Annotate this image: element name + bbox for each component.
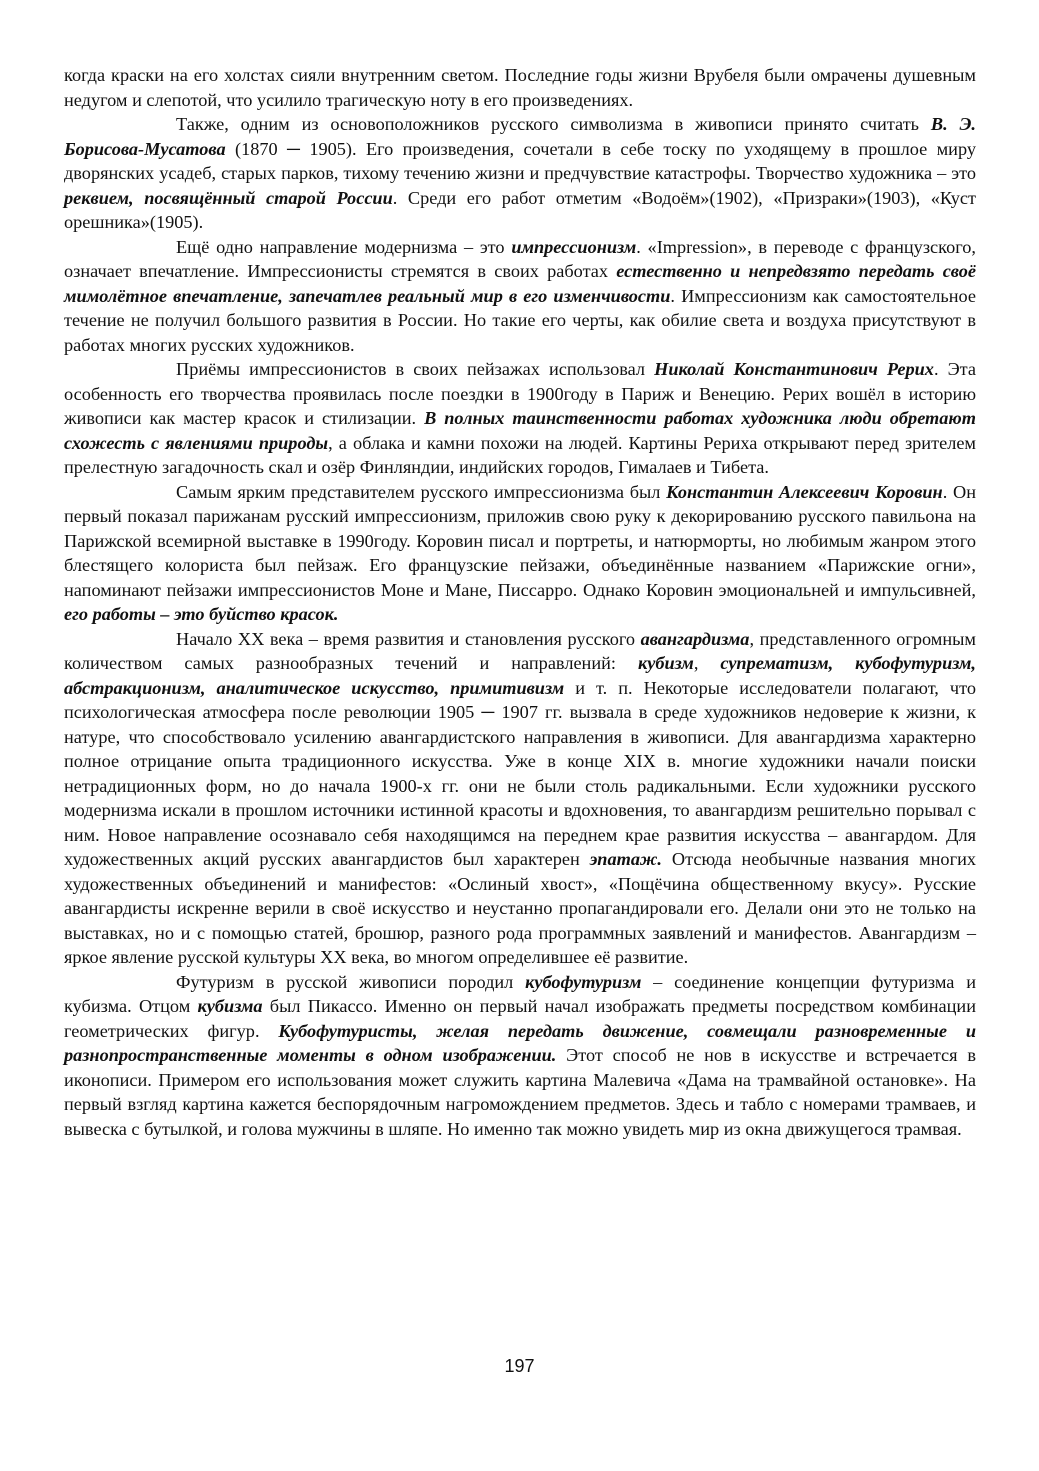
emphasized-text: реквием, посвящённый старой России [64, 187, 393, 208]
text-run: , представленного огромным количеством самых разнообразных течений и направлений: [64, 628, 976, 673]
text-run: (1870 ─ 1905). Его произведения, сочетали в себе тоску по уходящему в прошлое миру дворянских усадеб, старых парков, тихому течению жизни и предчувствие катастрофы. Творчество художника – это [64, 138, 976, 183]
text-run: Приёмы импрессионистов в своих пейзажах использовал [176, 359, 655, 379]
text-run: , а облака и камни похожи на людей. Картины Рериха открывают перед зрителем прелестную загадочность скал и озёр Финляндии, индийских городов, Гималаев и Тибета. [64, 432, 976, 477]
text-run: . Среди его работ отметим «Водоём»(1902), «Призраки»(1903), «Куст орешника»(1905). [64, 187, 976, 232]
text-run: и т. п. Некоторые исследователи полагают, что психологическая атмосфера после революции 1905 ─ 1907 гг. вызвала в среде художников недоверие к жизни, к натуре, что способствовало усилению авангардистского направления в живописи. Для авангардизма характерно полное отрицание опыта традиционного искусства. Уже в конце XIX в. многие художники начали поиски нетрадиционных форм, но до начала 1900-х гг. они не были столь радикальными. Если художники русского модернизма искали в прошлом источники истинной красоты и вдохновения, то авангардизм решительно порывал с ним. Новое направление осознавало себя находящимся на переднем крае развития искусства – авангардом. Для художественных акций русских авангардистов был характерен [64, 677, 976, 869]
emphasized-text: В полных таинственности работах художника люди обретают схожесть с явлениями природы [64, 408, 976, 453]
emphasized-text: естественно и непредвзято передать своё мимолётное впечатление, запечатлев реальный мир в его изменчивости [64, 261, 976, 306]
text-run: – соединение концепции футуризма и кубизма. Отцом [64, 971, 976, 1016]
text-run: Отсюда необычные названия многих художественных объединений и манифестов: «Ослиный хвост», «Пощёчина общественному вкусу». Русские авангардисты искренне верили в своё искусство и неустанно пропагандировали его. Делали они это не только на выставках, но и с помощью статей, брошюр, разного рода программных заявлений и манифестов. Авангардизм – яркое явление русской культуры XX века, во многом определившее её развитие. [64, 849, 976, 967]
emphasized-text: эпатаж. [589, 849, 662, 869]
paragraph [64, 235, 976, 358]
emphasized-text: Константин Алексеевич Коровин [666, 481, 943, 502]
emphasized-text: Кубофутуристы, желая передать движение, совмещали разновременные и разнопространственные моменты в одном изображении. [64, 1020, 976, 1065]
emphasized-text: В. Э. Борисова-Мусатова [64, 114, 976, 159]
emphasized-text: импрессионизм [511, 236, 637, 257]
text-run: когда краски на его холстах сияли внутренним светом. Последние годы жизни Врубеля были омрачены душевным недугом и слепотой, что усилило трагическую ноту в его произведениях. [64, 65, 976, 110]
paragraph [64, 627, 976, 970]
paragraph [64, 480, 976, 627]
emphasized-text: супрематизм, кубофутуризм, абстракционизм, аналитическое искусство, примитивизм [64, 653, 977, 698]
text-run: Футуризм в русской живописи породил [176, 971, 526, 992]
text-run: . Эта особенность его творчества проявилась после поездки в 1900году в Париж и Венецию. Рерих вошёл в историю живописи как мастер красок и стилизации. [64, 359, 977, 428]
emphasized-text: кубизм [637, 653, 694, 673]
paragraph [64, 357, 976, 480]
emphasized-text: авангардизма [640, 628, 750, 649]
text-run: . «Impression», в переводе с французского, означает впечатление. Импрессионисты стремятся в своих работах [64, 236, 977, 281]
page-number: 197 [504, 1356, 535, 1376]
document-body [64, 63, 976, 1141]
text-run: Также, одним из основоположников русского символизма в живописи принято считать [176, 114, 931, 134]
emphasized-text: Николай Константинович Рерих [654, 359, 934, 379]
emphasized-text: кубофутуризм [525, 971, 642, 992]
text-run: Самым ярким представителем русского импрессионизма был [176, 481, 667, 502]
text-run: , [693, 653, 721, 673]
text-run: Начало XX века – время развития и становления русского [176, 628, 641, 649]
paragraph [64, 970, 976, 1142]
text-run: . Он первый показал парижанам русский импрессионизм, приложив свою руку к декорированию русского павильона на Парижской всемирной выставке в 1990году. Коровин писал и портреты, и натюрморты, но любимым жанром этого блестящего колориста был пейзаж. Его французские пейзажи, объединённые названием «Парижские огни», напоминают пейзажи импрессионистов Моне и Мане, Писсарро. Однако Коровин эмоциональней и импульсивней, [64, 481, 976, 600]
emphasized-text: его работы – это буйство красок. [64, 604, 339, 624]
text-run: Ещё одно направление модернизма – это [176, 236, 512, 257]
text-run: . Импрессионизм как самостоятельное течение не получил большого развития в России. Но такие его черты, как обилие света и воздуха присутствуют в работах многих русских художников. [64, 285, 976, 355]
text-run: Этот способ не нов в искусстве и встречается в иконописи. Примером его использования может служить картина Малевича «Дама на трамвайной остановке». На первый взгляд картина кажется беспорядочным нагромождением предметов. Здесь и табло с номерами трамваев, и вывеска с бутылкой, и голова мужчины в шляпе. Но именно так можно увидеть мир из окна движущегося трамвая. [64, 1045, 976, 1139]
paragraph [64, 112, 976, 235]
text-run: был Пикассо. Именно он первый начал изображать предметы посредством комбинации геометрических фигур. [64, 996, 976, 1041]
emphasized-text: кубизма [197, 996, 263, 1016]
paragraph [64, 63, 976, 112]
